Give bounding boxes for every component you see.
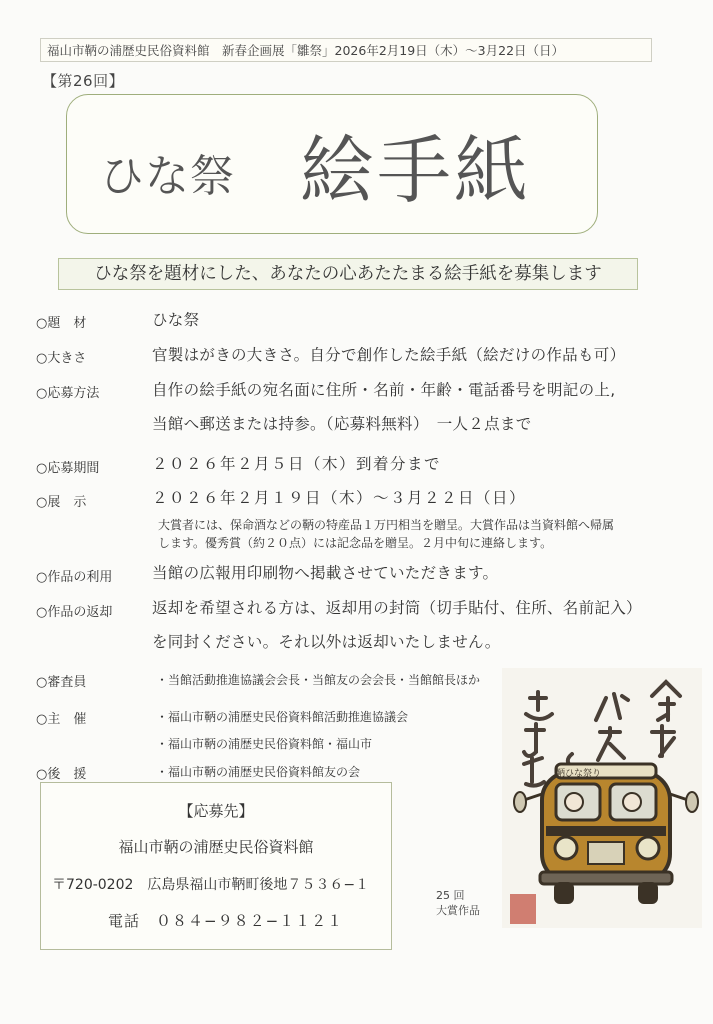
label-usage: ○作品の利用 — [36, 570, 113, 585]
label-size: ○大きさ — [36, 351, 87, 366]
title-hinamatsuri: ひな祭 — [100, 151, 235, 202]
value-size: 官製はがきの大きさ。自分で創作した絵手紙（絵だけの作品も可） — [152, 346, 626, 364]
value-support: ・福山市鞆の浦歴史民俗資料館友の会 — [156, 765, 361, 779]
bus-destination-sign: 鞆ひな祭り — [556, 769, 602, 779]
edition-label: 【第26回】 — [42, 72, 125, 90]
value-theme: ひな祭 — [152, 311, 200, 329]
label-support: ○後 援 — [36, 767, 87, 782]
value-return-line2: を同封ください。それ以外は返却いたしません。 — [152, 633, 501, 651]
contact-heading: 【応募先】 — [178, 802, 254, 820]
value-judges: ・当館活動推進協議会会長・当館友の会会長・当館館長ほか — [156, 673, 481, 687]
label-exhibit: ○展 示 — [36, 495, 87, 510]
slogan-banner: ひな祭を題材にした、あなたの心あたたまる絵手紙を募集します — [58, 258, 638, 290]
value-usage: 当館の広報用印刷物へ掲載させていただきます。 — [152, 564, 499, 582]
title-etegami: 絵手紙 — [300, 128, 531, 214]
value-host-line2: ・福山市鞆の浦歴史民俗資料館・福山市 — [156, 737, 373, 751]
contact-name: 福山市鞆の浦歴史民俗資料館 — [118, 838, 314, 856]
label-theme: ○題 材 — [36, 316, 87, 331]
contact-address: 〒720-0202 広島県福山市鞆町後地７５３６−１ — [52, 877, 370, 893]
exhibition-header: 福山市鞆の浦歴史民俗資料館 新春企画展「雛祭」2026年2月19日（木）～3月22日（日） — [40, 38, 652, 62]
value-return-line1: 返却を希望される方は、返却用の封筒（切手貼付、住所、名前記入） — [152, 599, 642, 617]
value-method-line1: 自作の絵手紙の宛名面に住所・名前・年齢・電話番号を明記の上, — [152, 381, 616, 399]
label-host: ○主 催 — [36, 712, 87, 727]
value-method-line2: 当館へ郵送または持参。（応募料無料） 一人２点まで — [152, 415, 532, 433]
award-caption — [436, 888, 480, 918]
exhibit-note-line2: します。優秀賞（約２０点）には記念品を贈呈。２月中旬に連絡します。 — [158, 536, 553, 550]
value-host-line1: ・福山市鞆の浦歴史民俗資料館活動推進協議会 — [156, 710, 409, 724]
label-method: ○応募方法 — [36, 386, 100, 401]
contact-phone: 電話 ０８４−９８２−１１２１ — [108, 912, 344, 930]
prize-artwork-bus — [502, 668, 702, 928]
value-period: ２０２６年２月５日（木）到着分まで — [152, 455, 442, 473]
label-return: ○作品の返却 — [36, 605, 113, 620]
value-exhibit: ２０２６年２月１９日（木）～３月２２日（日） — [152, 489, 527, 507]
award-caption-title: 大賞作品 — [436, 904, 480, 917]
award-caption-edition: 25 回 — [436, 889, 465, 902]
label-period: ○応募期間 — [36, 461, 100, 476]
exhibit-note-line1: 大賞者には、保命酒などの鞆の特産品１万円相当を贈呈。大賞作品は当資料館へ帰属 — [158, 518, 615, 532]
label-judges: ○審査員 — [36, 675, 87, 690]
